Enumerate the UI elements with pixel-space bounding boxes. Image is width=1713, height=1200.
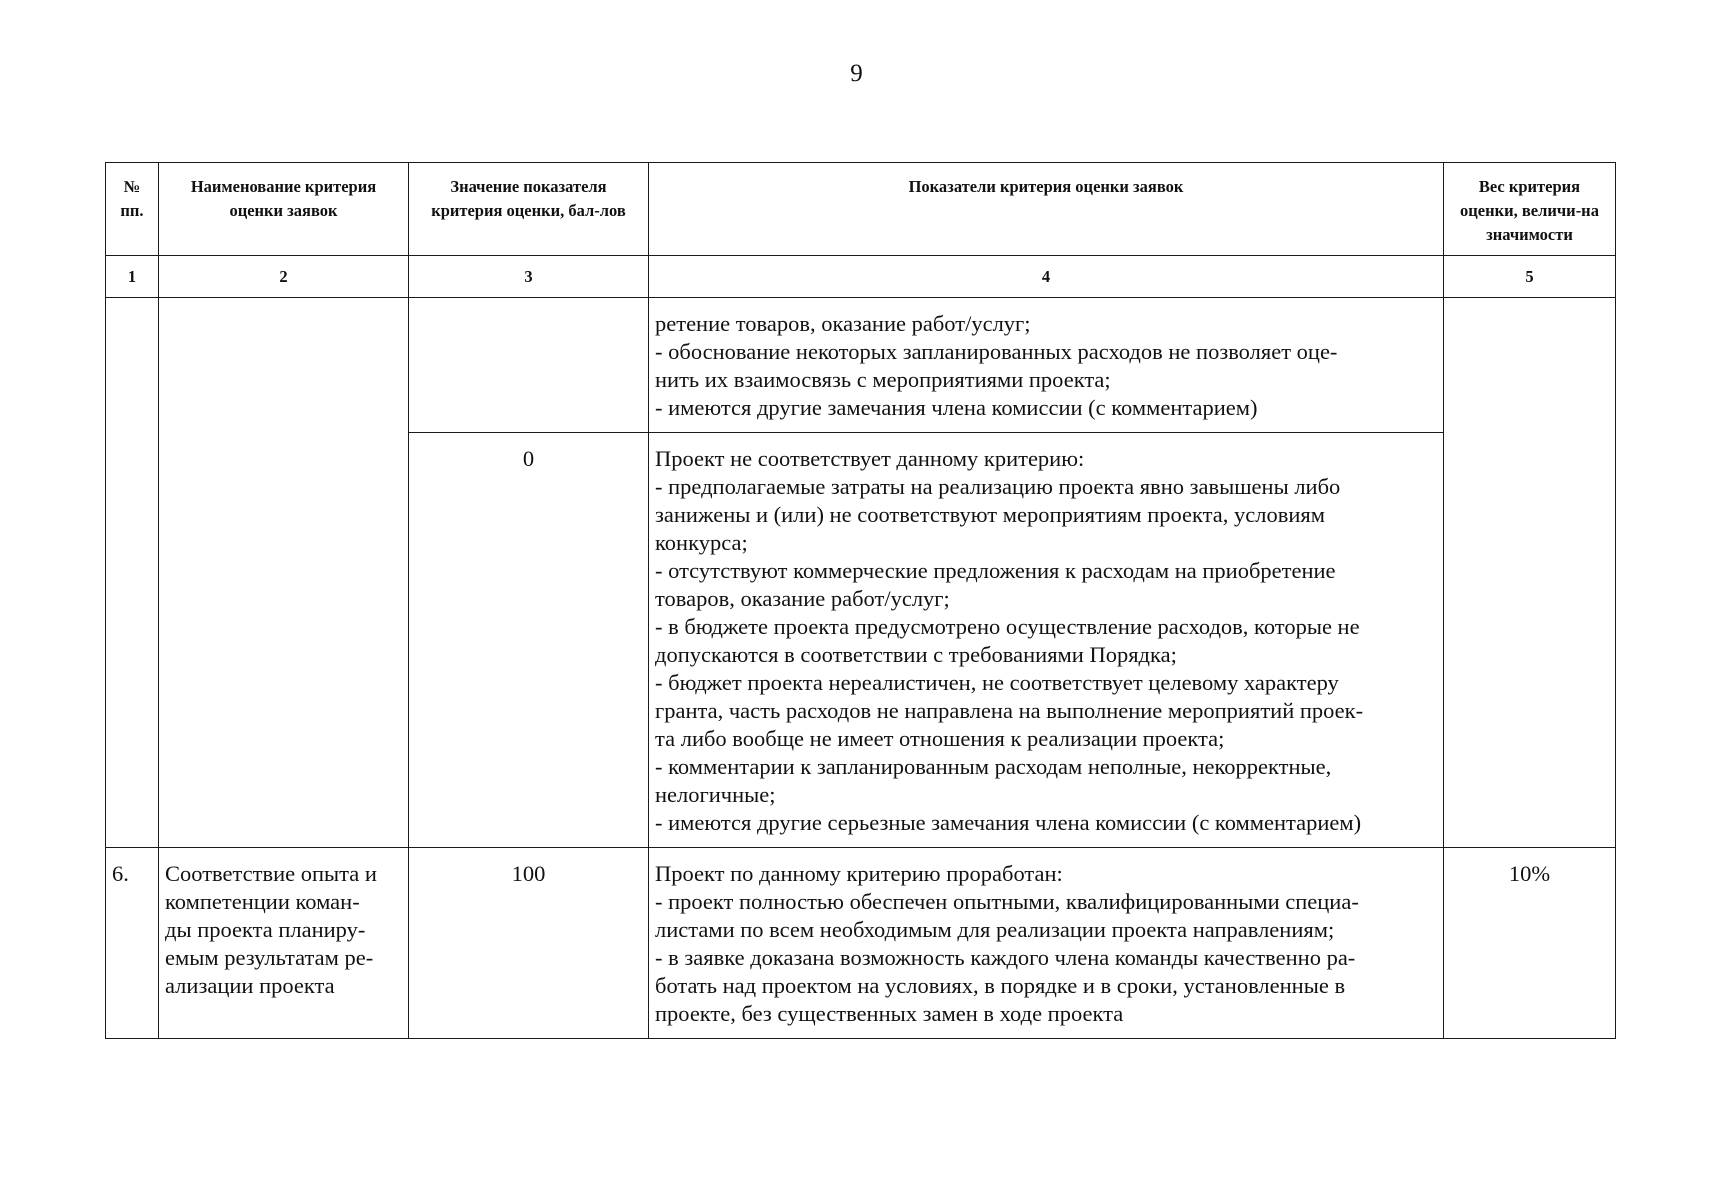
indicator-line: - комментарии к запланированным расходам неполные, некорректные, [655, 754, 1332, 779]
column-number: 3 [409, 256, 649, 298]
criterion-name-line: ализации проекта [165, 973, 335, 998]
header-criterion-name: Наименование критерия оценки заявок [159, 163, 409, 256]
indicator-line: - имеются другие замечания члена комиссии (с комментарием) [655, 395, 1258, 420]
column-numbers-row [106, 256, 1616, 298]
indicator-line: - в бюджете проекта предусмотрено осуществление расходов, которые не [655, 614, 1360, 639]
continuation-weight-cell [1444, 298, 1616, 848]
indicator-line: листами по всем необходимым для реализации проекта направлениям; [655, 917, 1335, 942]
indicator-line: - обоснование некоторых запланированных расходов не позволяет оце- [655, 339, 1338, 364]
indicator-line: гранта, часть расходов не направлена на выполнение мероприятий проек- [655, 698, 1364, 723]
indicator-line: - проект полностью обеспечен опытными, квалифицированными специа- [655, 889, 1359, 914]
criterion-6-weight: 10% [1444, 848, 1616, 1039]
criterion-6-score: 100 [409, 848, 649, 1039]
criterion-name-line: емым результатам ре- [165, 945, 374, 970]
criterion-6-number: 6. [106, 848, 159, 1039]
column-number: 5 [1444, 256, 1616, 298]
criterion-6-row [106, 848, 1616, 1039]
indicator-line: товаров, оказание работ/услуг; [655, 586, 950, 611]
indicator-line: - отсутствуют коммерческие предложения к расходам на приобретение [655, 558, 1336, 583]
page-number: 9 [850, 60, 863, 87]
indicator-line: допускаются в соответствии с требованиями Порядка; [655, 642, 1177, 667]
indicator-line: нелогичные; [655, 782, 776, 807]
indicator-line: ретение товаров, оказание работ/услуг; [655, 311, 1031, 336]
continuation-score-cell [409, 298, 649, 433]
indicator-line: - имеются другие серьезные замечания члена комиссии (с комментарием) [655, 810, 1362, 835]
indicator-line: конкурса; [655, 530, 748, 555]
indicator-line: та либо вообще не имеет отношения к реализации проекта; [655, 726, 1225, 751]
continuation-number-cell [106, 298, 159, 848]
indicator-line: проекте, без существенных замен в ходе проекта [655, 1001, 1124, 1026]
criterion-name-line: ды проекта планиру- [165, 917, 366, 942]
continuation-row [106, 298, 1616, 433]
indicator-line: занижены и (или) не соответствуют мероприятиям проекта, условиям [655, 502, 1325, 527]
zero-score-value: 0 [409, 433, 649, 848]
header-score-value: Значение показателя критерия оценки, бал-лов [409, 163, 649, 256]
criteria-table [105, 162, 1616, 1039]
zero-score-indicators [649, 433, 1444, 848]
header-number: № пп. [106, 163, 159, 256]
criterion-name-line: компетенции коман- [165, 889, 360, 914]
indicator-line: - бюджет проекта нереалистичен, не соответствует целевому характеру [655, 670, 1339, 695]
indicator-line: Проект по данному критерию проработан: [655, 861, 1063, 886]
indicator-line: нить их взаимосвязь с мероприятиями проекта; [655, 367, 1111, 392]
indicator-line: - предполагаемые затраты на реализацию проекта явно завышены либо [655, 474, 1341, 499]
header-weight: Вес критерия оценки, величи-на значимости [1444, 163, 1616, 256]
indicator-line: ботать над проектом на условиях, в порядке и в сроки, установленные в [655, 973, 1346, 998]
header-row [106, 163, 1616, 256]
header-indicators: Показатели критерия оценки заявок [649, 163, 1444, 256]
criterion-6-name [159, 848, 409, 1039]
column-number: 2 [159, 256, 409, 298]
indicator-line: Проект не соответствует данному критерию: [655, 446, 1085, 471]
continuation-indicators [649, 298, 1444, 433]
continuation-name-cell [159, 298, 409, 848]
column-number: 1 [106, 256, 159, 298]
column-number: 4 [649, 256, 1444, 298]
indicator-line: - в заявке доказана возможность каждого члена команды качественно ра- [655, 945, 1356, 970]
criterion-6-indicators [649, 848, 1444, 1039]
criterion-name-line: Соответствие опыта и [165, 861, 377, 886]
